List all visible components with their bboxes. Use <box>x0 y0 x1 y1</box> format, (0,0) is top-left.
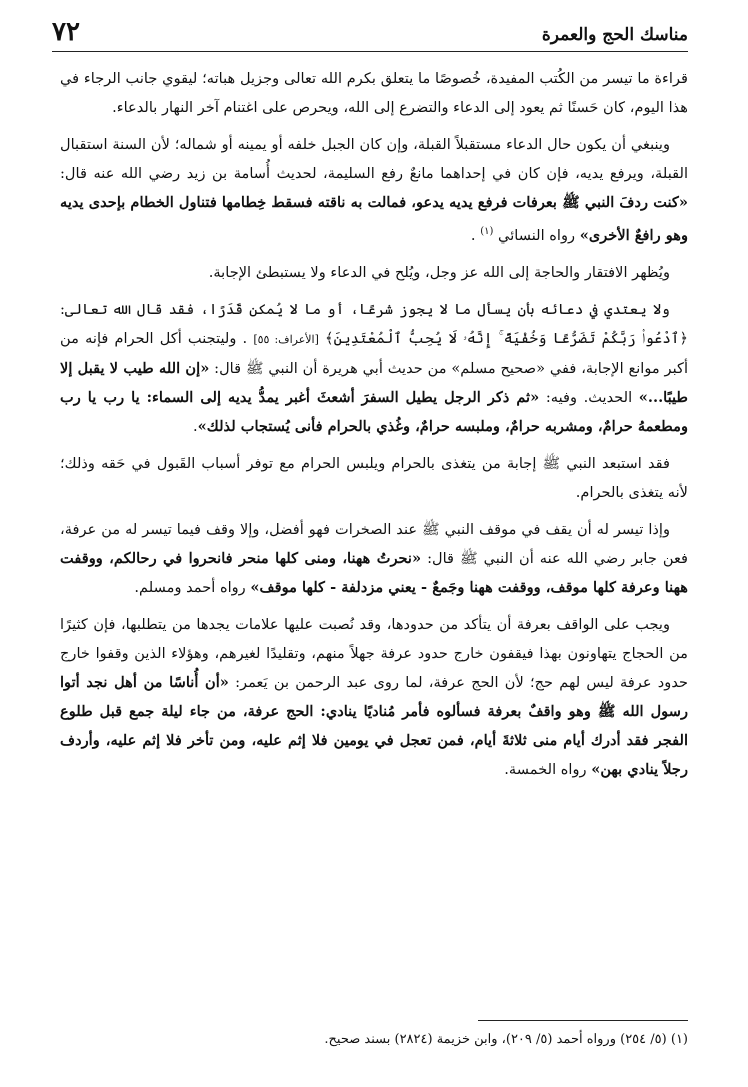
paragraph-6-text-b: رواه أحمد ومسلم. <box>134 578 246 596</box>
paragraph-1: قراءة ما تيسر من الكُتب المفيدة، خُصوصًا ما يتعلق بكرم الله تعالى وجزيل هباته؛ ليقوي جانب الرجاء في هذا اليوم، كان حَسنًا ثم يعود إلى الدعاء والتضرع إلى الله، ويحرص على اغتنام آخر النهار بالدعاء. <box>60 70 688 116</box>
hadith-quote-jabir: «نحرتُ ههنا، ومنى كلها منحر فانحروا في رحالكم، ووقفت ههنا وعرفة كلها موقف، ووقفت ههنا وجَمعٌ - يعني مزدلفة - كلها موقف» <box>60 549 688 596</box>
paragraph-6-text-a: وإذا تيسر له أن يقف في موقف النبي ﷺ عند الصخرات فهو أفضل، وإلا وقف فيما تيسر له من عرفة، فعن جابر رضي الله عنه أن النبي ﷺ قال: <box>60 520 688 567</box>
paragraph-2: وينبغي أن يكون حال الدعاء مستقبلاً القبلة، وإن كان الجبل خلفه أو يمينه أو شماله؛ لأن السنة استقبال القبلة، ويرفع يديه، فإن كان في إحداهما مانعٌ رفع السليمة، لحديث أُسامة بن زيد رضي الله عنه قال: «كنت ردفَ النبي ﷺ بعرفات فرفع يديه يدعو، فمالت به ناقته فسقط خِطامها فتناول الخطام بإحدى يديه وهو رافعٌ الأخرى» رواه النسائي $^{(١)}$ . <box>60 136 688 244</box>
verse-reference: [الأعراف: ٥٥] <box>253 332 319 346</box>
footnote-marker: (١) <box>480 226 494 237</box>
hadith-quote-usama: «كنت ردفَ النبي ﷺ بعرفات فرفع يديه يدعو، فمالت به ناقته فسقط خِطامها فتناول الخطام بإحدى يديه وهو رافعٌ الأخرى» <box>60 194 688 244</box>
quran-verse: ﴿ٱدْعُوا۟ رَبَّكُمْ تَضَرُّعًا وَخُفْيَةً ۚ إِنَّهُۥ لَا يُحِبُّ ٱلْمُعْتَدِينَ﴾ <box>325 329 689 347</box>
page-body <box>60 64 688 792</box>
paragraph-3: ويُظهر الافتقار والحاجة إلى الله عز وجل، ويُلح في الدعاء ولا يستبطئ الإجابة. <box>208 263 670 281</box>
paragraph-7-text-a: ويجب على الواقف بعرفة أن يتأكد من حدودها، وقد نُصبت عليها علامات يجدها من يتطلبها، فإن كثيرًا من الحجاج يتهاونون بهذا فيقفون خارج حدود عرفة جهلاً منهم، وتقليدًا لغيرهم، وهؤلاء الذين وقفوا خارج حدود عرفة ليس لهم حج؛ لأن الحج عرفة، لما روى عبد الرحمن بن يَعمر: <box>60 615 688 691</box>
hadith-quote-traveler: «ثم ذكر الرجل يطيل السفرَ أشعثَ أغبر يمدُّ يديه إلى السماء: يا رب يا رب ومطعمهُ حرامٌ، ومشربه حرامٌ، وملبسه حرامٌ، وغُذي بالحرام فأنى يُستجاب لذلك» <box>60 388 688 435</box>
paragraph-4-text-d: . <box>193 417 198 435</box>
paragraph-5: فقد استبعد النبي ﷺ إجابة من يتغذى بالحرام ويلبس الحرام مع توفر أسباب القَبول في حَقه وذلك؛ لأنه يتغذى بالحرام. <box>60 454 688 501</box>
paragraph-7 <box>60 610 688 784</box>
footnote: (١) (٥/ ٢٥٤) ورواه أحمد (٥/ ٢٠٩)، وابن خزيمة (٢٨٢٤) بسند صحيح. <box>324 1032 688 1047</box>
paragraph-4-text-b: . وليتجنب أكل الحرام فإنه من أكبر موانع الإجابة، ففي «صحيح مسلم» من حديث أبي هريرة أن النبي ﷺ قال: <box>60 329 688 377</box>
paragraph-4 <box>60 295 688 441</box>
running-title: مناسك الحج والعمرة <box>541 25 688 45</box>
page-number: ٧٢ <box>52 17 80 47</box>
paragraph-2-text-b: رواه النسائي <box>498 226 576 244</box>
paragraph-6 <box>60 515 688 602</box>
hadith-quote-arafah: «أن أُناسًا من أهل نجد أتوا رسول الله ﷺ وهو واقفٌ بعرفة فسألوه فأمر مُناديًا ينادي: الحج عرفة، من جاء ليلة جمع قبل طلوع الفجر فقد أدرك أيام منى ثلاثةَ أيام، فمن تعجل في يومين فلا إثم عليه، ومن تأخر فلا إثم عليه، وأردف رجلاً ينادي بهن» <box>60 673 688 778</box>
paragraph-4-text-a: ولا يعتدي في دعائه بأن يسأل ما لا يجوز شرعًا، أو ما لا يُمكن قَدَرًا، فقد قال الله تعالى: <box>60 300 670 318</box>
paragraph-2-text-a: وينبغي أن يكون حال الدعاء مستقبلاً القبلة، وإن كان الجبل خلفه أو يمينه أو شماله؛ لأن السنة استقبال القبلة، ويرفع يديه، فإن كان في إحداهما مانعٌ رفع السليمة، لحديث أُسامة بن زيد رضي الله عنه قال: <box>60 136 688 182</box>
footnote-divider <box>478 1020 688 1021</box>
paragraph-4-text-c: الحديث. وفيه: <box>545 388 633 406</box>
page-header <box>52 16 688 52</box>
paragraph-7-text-b: رواه الخمسة. <box>504 760 587 778</box>
hadith-quote-tayyib: «إن الله طيب لا يقبل إلا طيبًا...» <box>60 359 689 406</box>
